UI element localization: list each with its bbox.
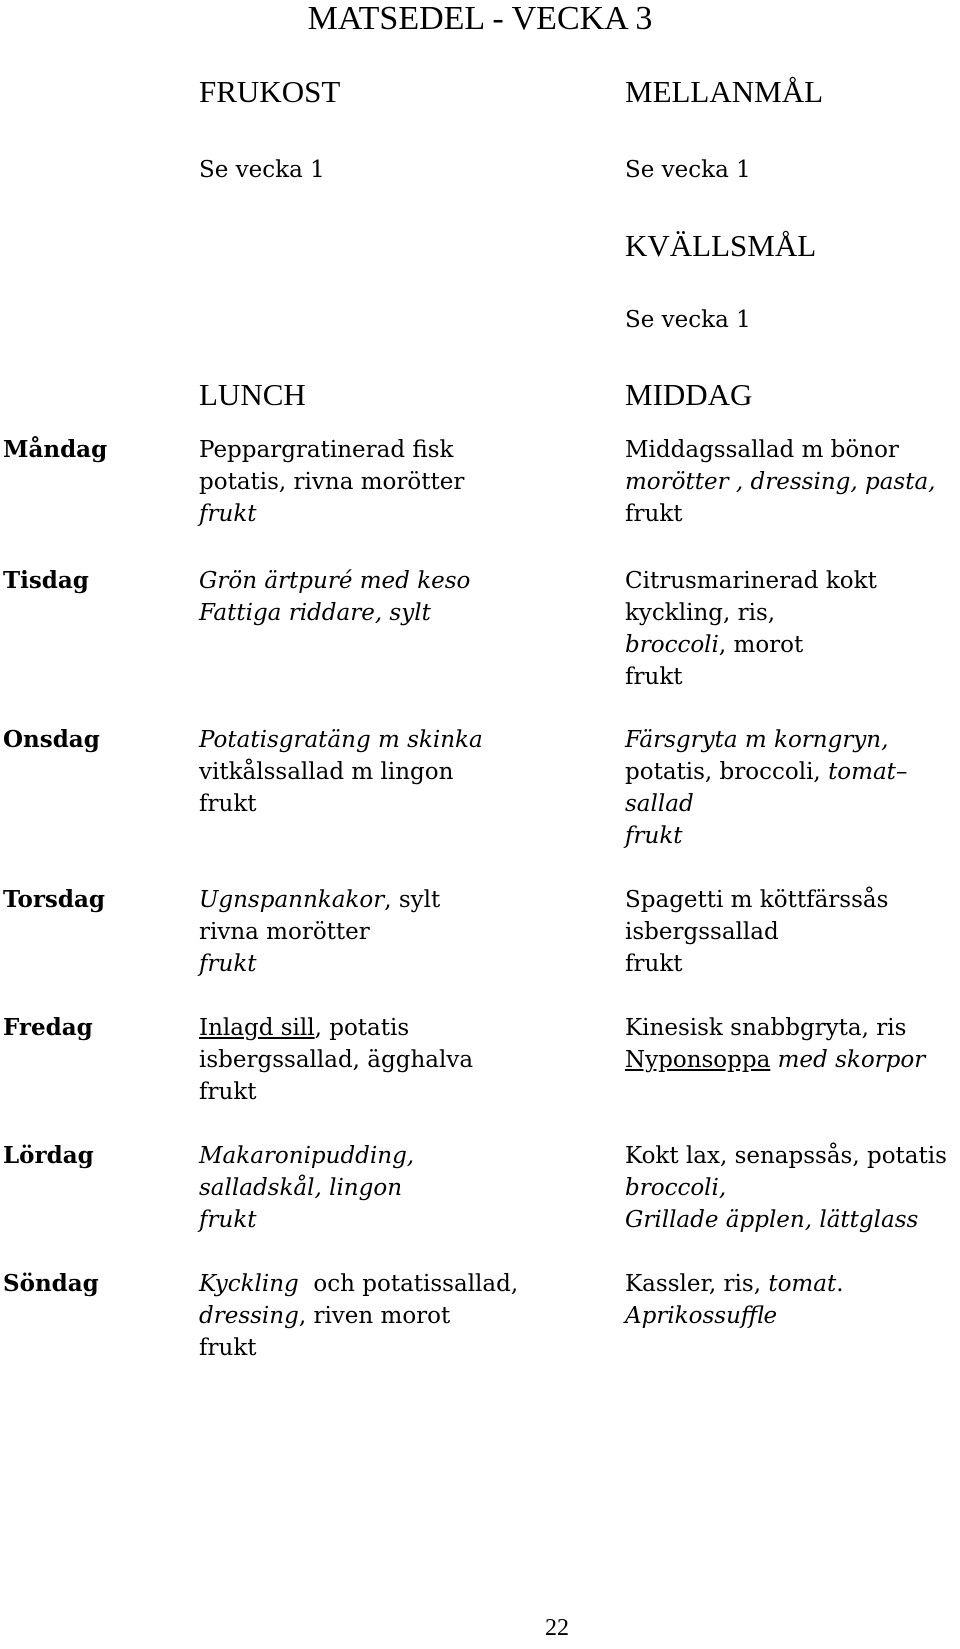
middag-line (625, 466, 935, 498)
middag-line (625, 1012, 925, 1044)
middag-line (625, 788, 907, 820)
middag-text: Grillade äpplen, lättglass (625, 1207, 919, 1233)
middag-cell (625, 434, 935, 530)
middag-line (625, 756, 907, 788)
middag-text: Nyponsoppa (625, 1047, 771, 1073)
day-label: Söndag (3, 1270, 99, 1297)
middag-text: , morot (718, 632, 804, 658)
lunch-cell (199, 1268, 518, 1364)
lunch-line (199, 498, 464, 530)
middag-cell (625, 565, 877, 693)
middag-cell (625, 1268, 844, 1332)
middag-text: Spagetti m köttfärssås (625, 887, 889, 913)
middag-text: sallad (625, 791, 694, 817)
middag-text: tomat– (828, 759, 908, 785)
lunch-line (199, 1268, 518, 1300)
middag-text: . (836, 1271, 844, 1297)
lunch-text: frukt (199, 501, 257, 527)
middag-text: morötter , dressing, pasta, (625, 469, 936, 495)
middag-heading: MIDDAG (625, 377, 753, 412)
lunch-line (199, 724, 483, 756)
lunch-cell (199, 724, 483, 820)
middag-line (625, 661, 877, 693)
middag-text: Kassler, ris, (625, 1271, 769, 1297)
middag-text: frukt (625, 501, 683, 527)
lunch-text: dressing (199, 1303, 299, 1329)
middag-text: frukt (625, 823, 683, 849)
middag-line (625, 1300, 844, 1332)
middag-text: Citrusmarinerad kokt (625, 568, 877, 594)
lunch-text: Grön ärtpuré med keso (199, 568, 471, 594)
lunch-line (199, 1012, 473, 1044)
middag-cell (625, 724, 907, 852)
mellanmal-heading: MELLANMÅL (625, 74, 824, 109)
middag-text: broccoli, (625, 1175, 727, 1201)
lunch-text: , riven morot (298, 1303, 451, 1329)
lunch-line (199, 1332, 518, 1364)
middag-text: isbergssallad (625, 919, 779, 945)
lunch-text: isbergssallad, ägghalva (199, 1047, 474, 1073)
lunch-text: potatis, rivna morötter (199, 469, 465, 495)
lunch-line (199, 434, 464, 466)
lunch-line (199, 597, 470, 629)
lunch-line (199, 565, 470, 597)
middag-line (625, 1268, 844, 1300)
day-label: Fredag (3, 1014, 93, 1041)
middag-line (625, 629, 877, 661)
lunch-line (199, 1300, 518, 1332)
lunch-line (199, 916, 440, 948)
lunch-text: Makaronipudding, (199, 1143, 415, 1169)
frukost-note: Se vecka 1 (199, 157, 325, 183)
lunch-heading: LUNCH (199, 377, 306, 412)
middag-line (625, 884, 888, 916)
lunch-cell (199, 1140, 414, 1236)
middag-line (625, 434, 935, 466)
lunch-cell (199, 434, 464, 530)
lunch-line (199, 1044, 473, 1076)
day-label: Lördag (3, 1142, 94, 1169)
middag-line (625, 948, 888, 980)
lunch-text: frukt (199, 1079, 257, 1105)
day-label: Onsdag (3, 726, 100, 753)
middag-cell (625, 1012, 925, 1076)
middag-text: med skorpor (770, 1047, 926, 1073)
lunch-text: och potatissallad, (298, 1271, 519, 1297)
day-label: Måndag (3, 436, 108, 463)
lunch-text: frukt (199, 1207, 257, 1233)
kvallsmal-note: Se vecka 1 (625, 307, 751, 333)
mellanmal-note: Se vecka 1 (625, 157, 751, 183)
lunch-text: salladskål, lingon (199, 1175, 403, 1201)
lunch-text: vitkålssallad m lingon (199, 759, 454, 785)
middag-line (625, 1172, 947, 1204)
middag-text: Färsgryta m korngryn, (625, 727, 889, 753)
lunch-text: Potatisgratäng m skinka (199, 727, 483, 753)
middag-line (625, 724, 907, 756)
middag-text: frukt (625, 951, 683, 977)
lunch-text: , sylt (384, 887, 441, 913)
day-label: Torsdag (3, 886, 105, 913)
middag-text: potatis, broccoli, (625, 759, 829, 785)
lunch-text: frukt (199, 1335, 257, 1361)
middag-line (625, 820, 907, 852)
lunch-line (199, 466, 464, 498)
page-title: MATSEDEL - VECKA 3 (307, 0, 653, 37)
lunch-line (199, 756, 483, 788)
lunch-line (199, 788, 483, 820)
page-number: 22 (545, 1615, 569, 1641)
middag-line (625, 597, 877, 629)
lunch-line (199, 1172, 414, 1204)
lunch-cell (199, 884, 440, 980)
lunch-line (199, 884, 440, 916)
lunch-text: Fattiga riddare, sylt (199, 600, 431, 626)
middag-text: Aprikossuffle (625, 1303, 778, 1329)
lunch-line (199, 1140, 414, 1172)
frukost-heading: FRUKOST (199, 74, 341, 109)
lunch-text: Kyckling (199, 1271, 299, 1297)
middag-line (625, 565, 877, 597)
lunch-line (199, 1204, 414, 1236)
lunch-cell (199, 1012, 473, 1108)
lunch-text: Peppargratinerad fisk (199, 437, 454, 463)
lunch-text: Inlagd sill (199, 1015, 315, 1041)
middag-text: Kokt lax, senapssås, potatis (625, 1143, 947, 1169)
lunch-line (199, 948, 440, 980)
lunch-cell (199, 565, 470, 629)
middag-line (625, 1204, 947, 1236)
middag-line (625, 498, 935, 530)
middag-cell (625, 1140, 947, 1236)
lunch-text: frukt (199, 791, 257, 817)
middag-cell (625, 884, 888, 980)
lunch-text: , potatis (314, 1015, 410, 1041)
middag-text: tomat (768, 1271, 837, 1297)
kvallsmal-heading: KVÄLLSMÅL (625, 228, 817, 263)
middag-line (625, 1140, 947, 1172)
middag-text: frukt (625, 664, 683, 690)
lunch-line (199, 1076, 473, 1108)
day-label: Tisdag (3, 567, 89, 594)
middag-text: Kinesisk snabbgryta, ris (625, 1015, 907, 1041)
middag-line (625, 916, 888, 948)
middag-text: kyckling, ris, (625, 600, 776, 626)
lunch-text: Ugnspannkakor (199, 887, 385, 913)
lunch-text: rivna morötter (199, 919, 370, 945)
middag-line (625, 1044, 925, 1076)
middag-text: broccoli (625, 632, 719, 658)
lunch-text: frukt (199, 951, 257, 977)
middag-text: Middagssallad m bönor (625, 437, 899, 463)
